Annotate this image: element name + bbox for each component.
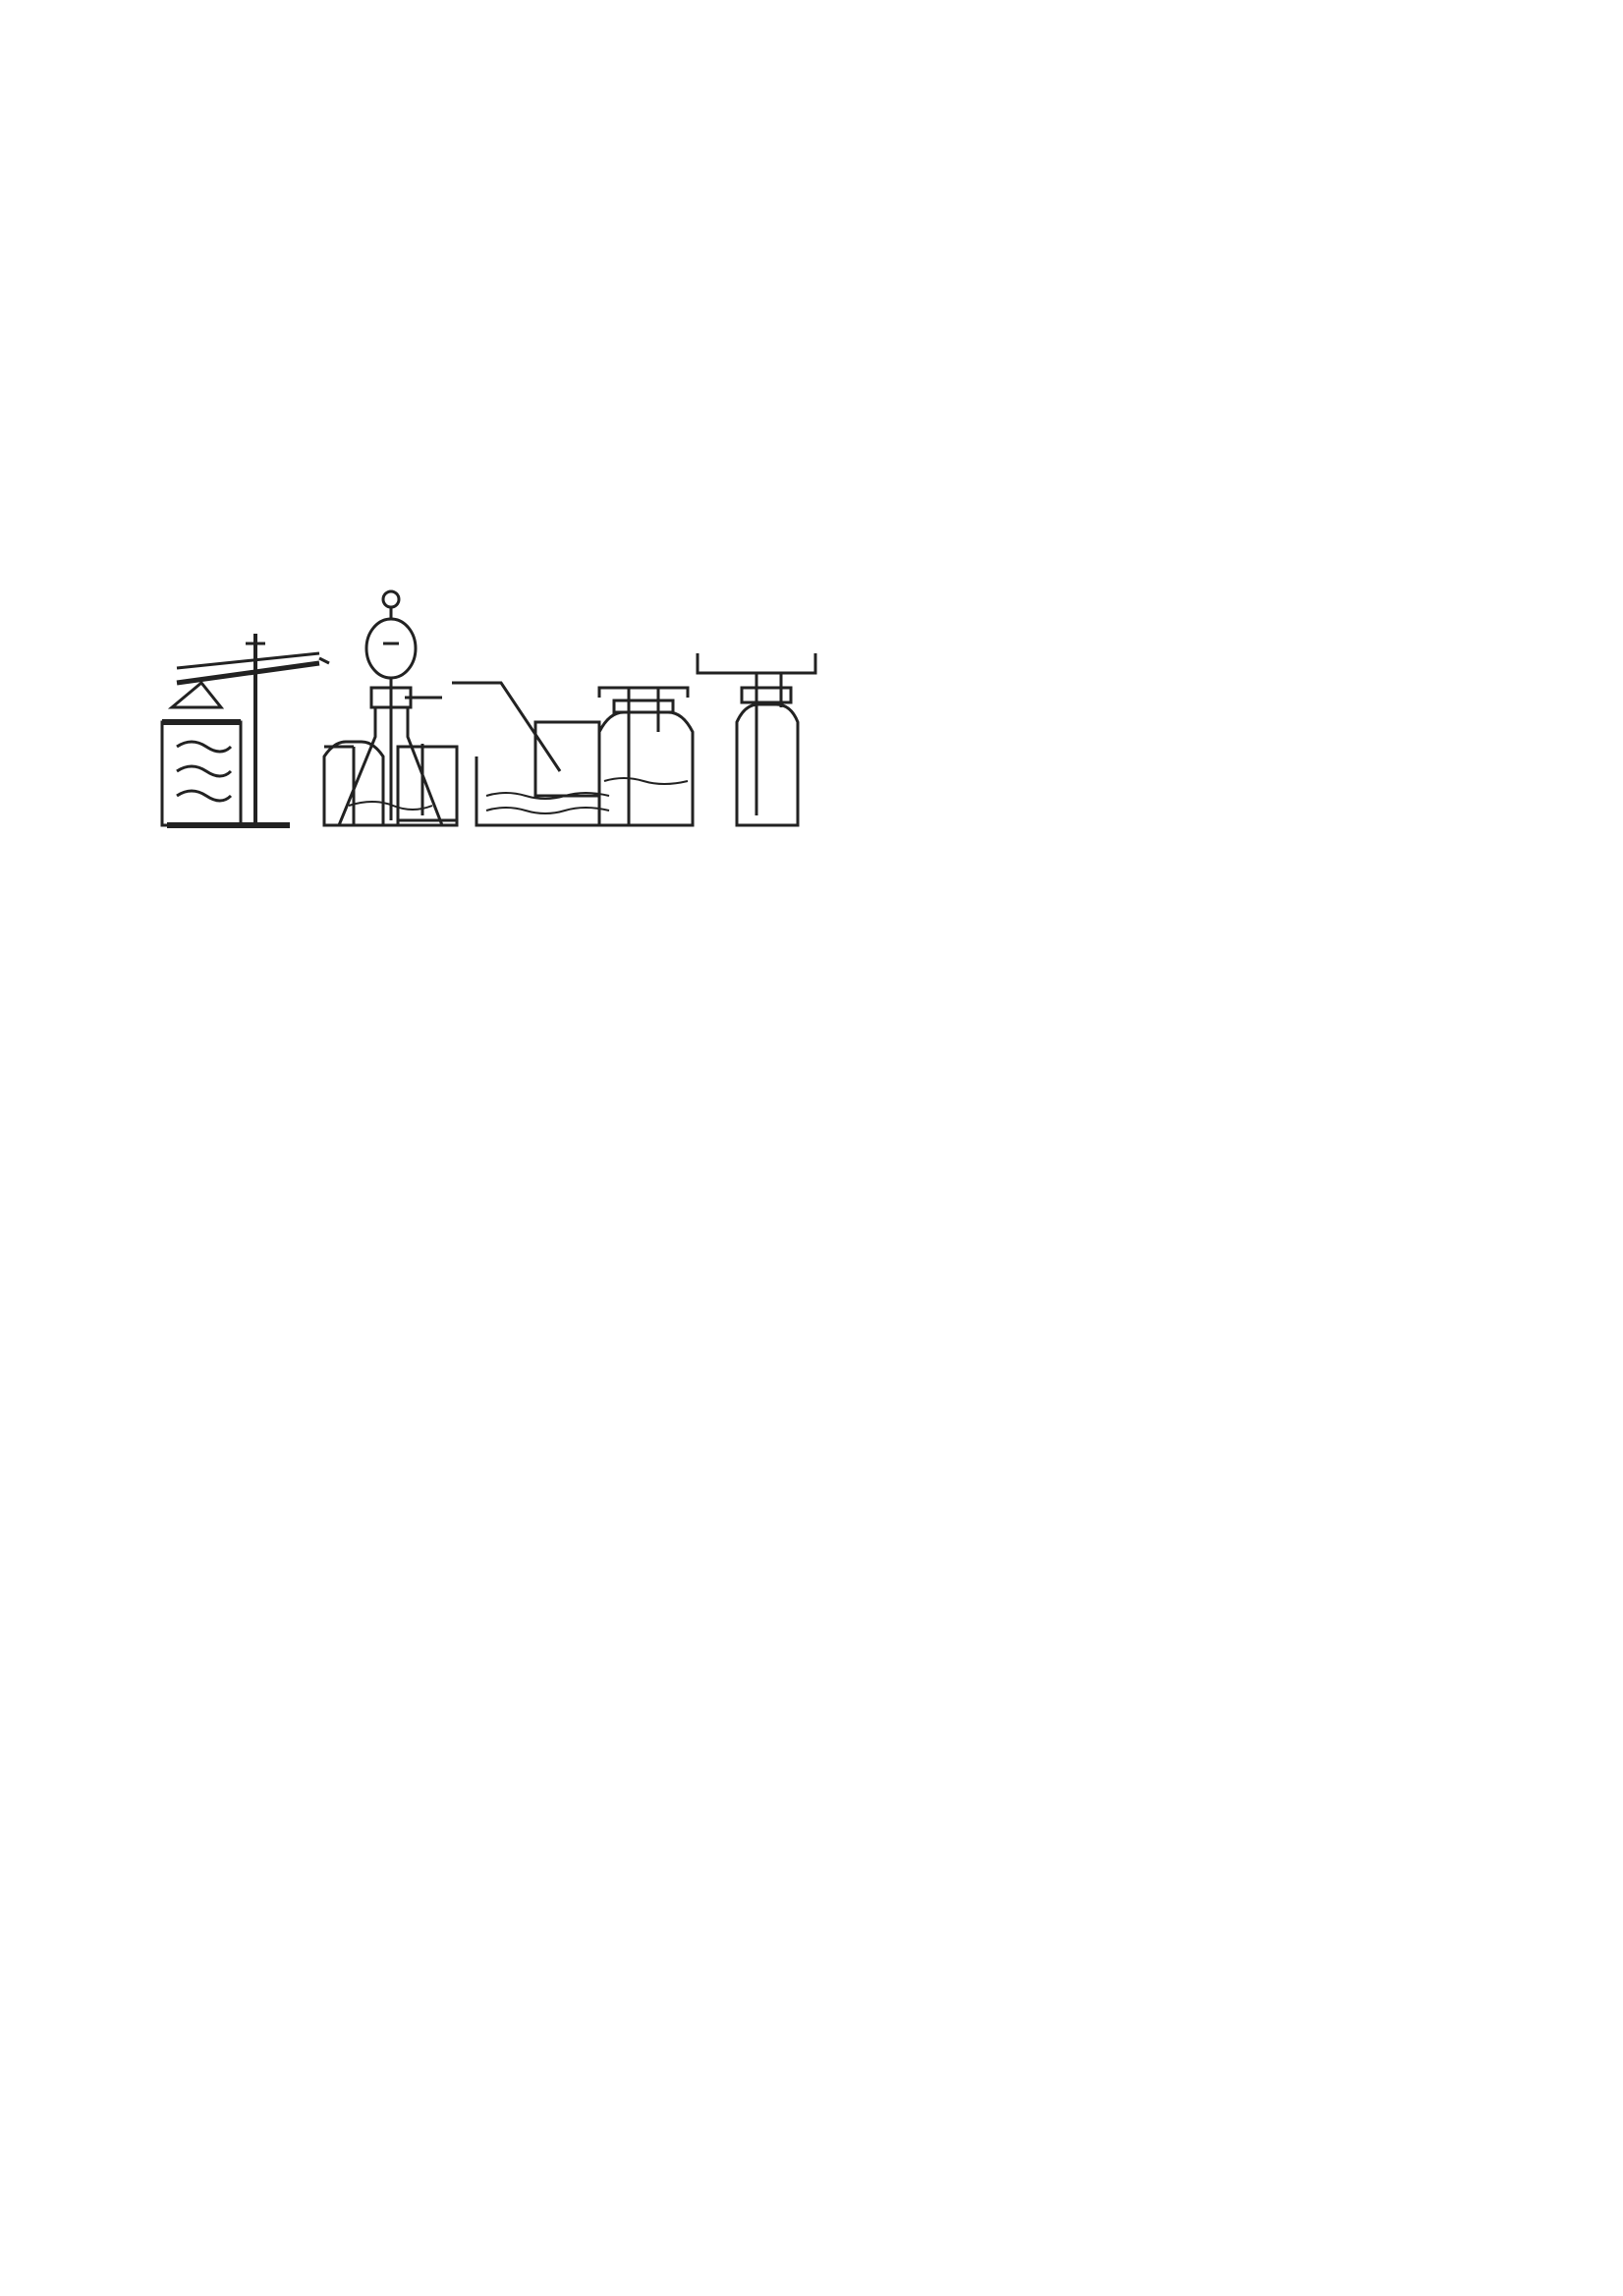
q29-figure-labels: [147, 575, 1130, 869]
